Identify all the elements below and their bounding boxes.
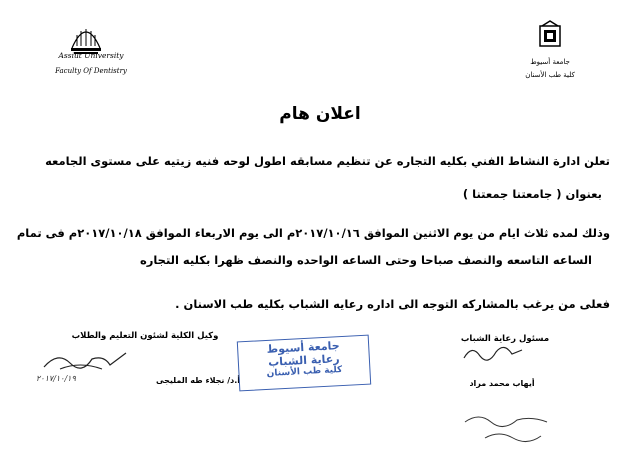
vice-dean-title: وكيل الكلية لشئون التعليم والطلاب — [71, 331, 219, 341]
faculty-name-en: Faculty Of Dentistry — [55, 67, 127, 75]
youth-care-officer-name: أيهاب محمد مراد — [469, 379, 535, 388]
youth-care-officer-title: مسئول رعاية الشباب — [460, 334, 550, 344]
university-emblem-icon — [538, 20, 562, 48]
handwritten-note — [455, 408, 565, 448]
announcement-title: اعلان هام — [279, 104, 361, 124]
vice-dean-signature — [40, 345, 130, 375]
university-name-en: Assiut University — [58, 51, 124, 60]
announcement-line-3: وذلك لمده ثلاث ايام من يوم الاثنين الموافق ٢٠١٧/١٠/١٦م الى يوم الاربعاء الموافق ٢٠١٧/١٠/١٨م فى تمام — [16, 226, 610, 240]
university-name-ar: جامعة أسيوط — [530, 58, 570, 66]
announcement-line-1: تعلن ادارة النشاط الفني بكليه التجاره عن تنظيم مسابقه اطول لوحه فنيه زيتيه على مستوى الجامعه — [45, 154, 610, 168]
stamp-line-1: جامعة أسيوط — [266, 339, 340, 356]
announcement-line-4: الساعه التاسعه والنصف صباحا وحتى الساعه الواحده والنصف ظهرا بكليه التجاره — [139, 253, 592, 267]
announcement-line-2: بعنوان ( جامعتنا جمعتنا ) — [462, 187, 602, 201]
handwritten-date: ٢٠١٧/١٠/١٩ — [36, 374, 76, 383]
faculty-name-ar: كلية طب الأسنان — [525, 71, 575, 79]
stamp-line-3: كلية طب الأسنان — [266, 365, 343, 379]
youth-care-officer-signature — [458, 340, 528, 370]
stamp-line-2: رعاية الشباب — [267, 352, 340, 369]
announcement-line-5: فعلى من يرغب بالمشاركه التوجه الى اداره رعايه الشباب بكليه طب الاسنان . — [175, 297, 610, 311]
youth-care-stamp — [237, 335, 371, 392]
vice-dean-name: أ.د/ نجلاء طه المليجى — [156, 376, 240, 385]
